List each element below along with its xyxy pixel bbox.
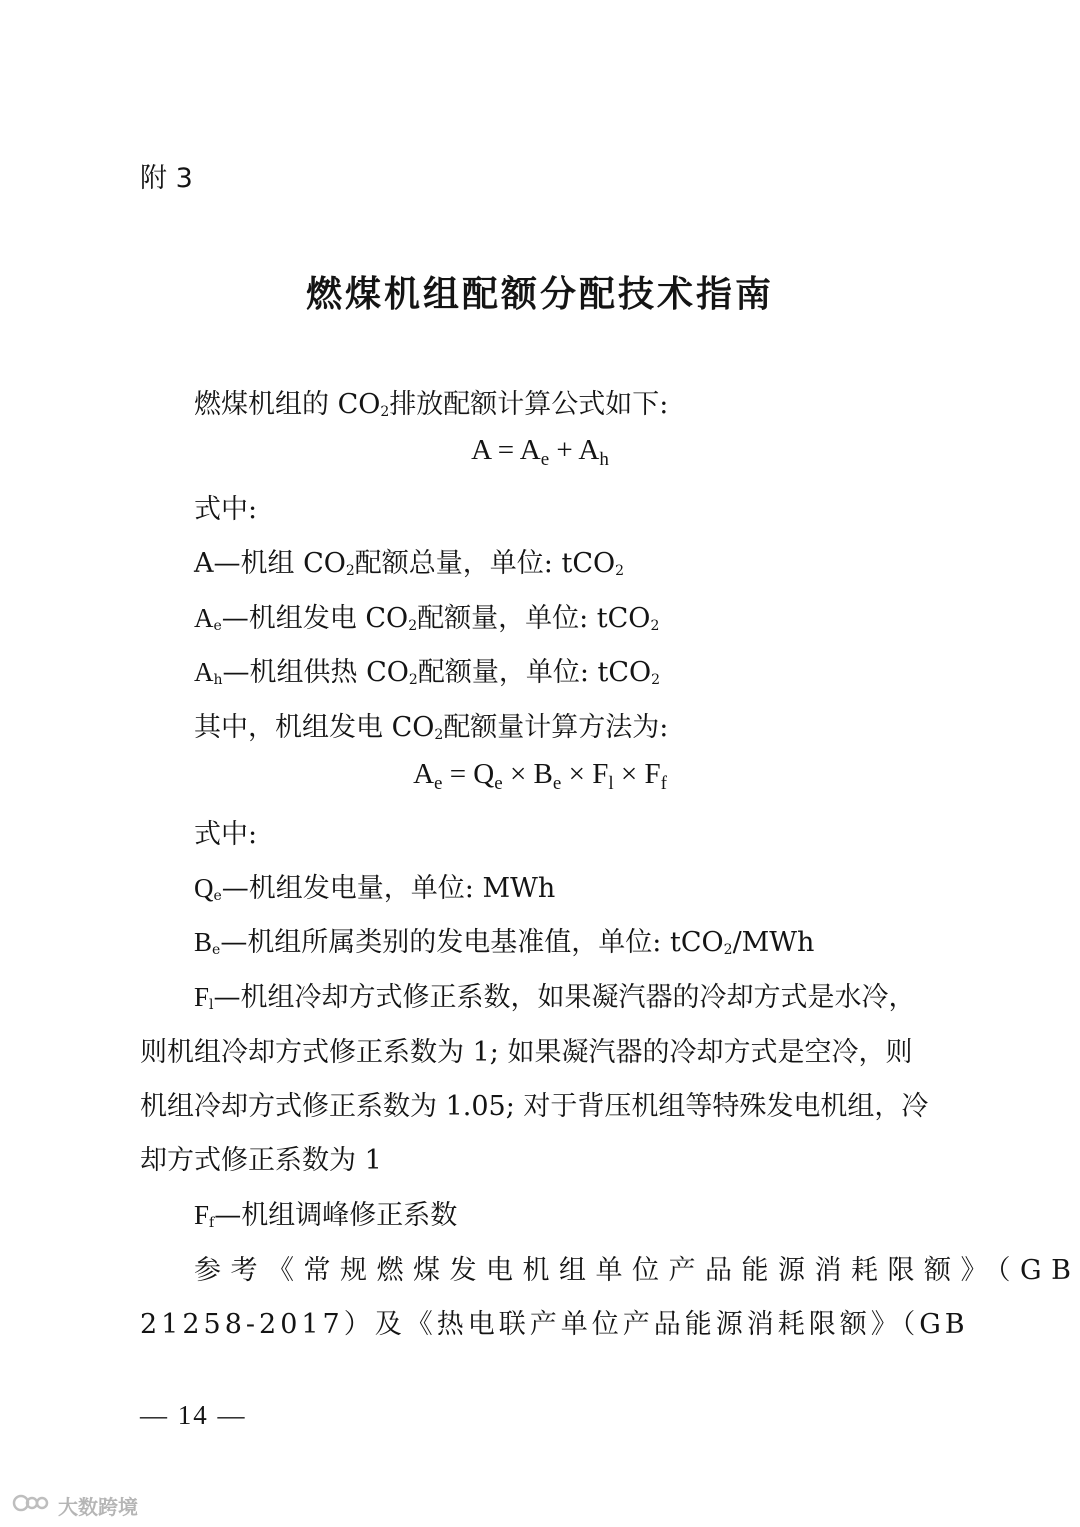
definition-Fl-line-3: 机组冷却方式修正系数为 1.05; 对于背压机组等特殊发电机组，冷 — [140, 1091, 929, 1122]
where-label-2: 式中: — [194, 819, 258, 850]
definition-A: A—机组 CO2配额总量，单位: tCO2 — [194, 548, 625, 579]
where-label-1: 式中: — [194, 494, 258, 525]
watermark — [12, 1490, 138, 1520]
definition-Ff: Ff—机组调峰修正系数 — [194, 1200, 458, 1231]
definition-Ah: Ah—机组供热 CO2配额量，单位: tCO2 — [194, 657, 661, 688]
watermark-logo-icon — [12, 1490, 52, 1520]
definition-Qe: Qe—机组发电量，单位: MWh — [194, 873, 556, 904]
definition-Be: Be—机组所属类别的发电基准值，单位: tCO2/MWh — [194, 927, 815, 958]
definition-Fl-line-2: 则机组冷却方式修正系数为 1; 如果凝汽器的冷却方式是空冷，则 — [140, 1037, 913, 1068]
method-paragraph: 其中，机组发电 CO2配额量计算方法为: — [194, 712, 669, 743]
page-number: — 14 — — [140, 1400, 247, 1430]
definition-Fl-line-4: 却方式修正系数为 1 — [140, 1145, 382, 1176]
definition-Ae: Ae—机组发电 CO2配额量，单位: tCO2 — [194, 603, 660, 634]
reference-line-1: 参考《常规燃煤发电机组单位产品能源消耗限额》（GB — [194, 1255, 1080, 1286]
intro-paragraph: 燃煤机组的 CO2排放配额计算公式如下: — [194, 389, 669, 420]
definition-Fl-line-1: Fl—机组冷却方式修正系数，如果凝汽器的冷却方式是水冷， — [194, 982, 916, 1013]
formula-total-allowance: $A = A_e + A_h$ — [471, 434, 609, 470]
formula-power-allowance: $A_e = Q_e \times B_e \times F_l \times F_f$ — [413, 758, 667, 794]
annex-label: 附 3 — [140, 163, 193, 194]
reference-line-2: 21258-2017）及《热电联产单位产品能源消耗限额》（GB — [140, 1309, 969, 1340]
document-title: 燃煤机组配额分配技术指南 — [305, 274, 774, 315]
watermark-text: 大数跨境 — [58, 1494, 138, 1519]
